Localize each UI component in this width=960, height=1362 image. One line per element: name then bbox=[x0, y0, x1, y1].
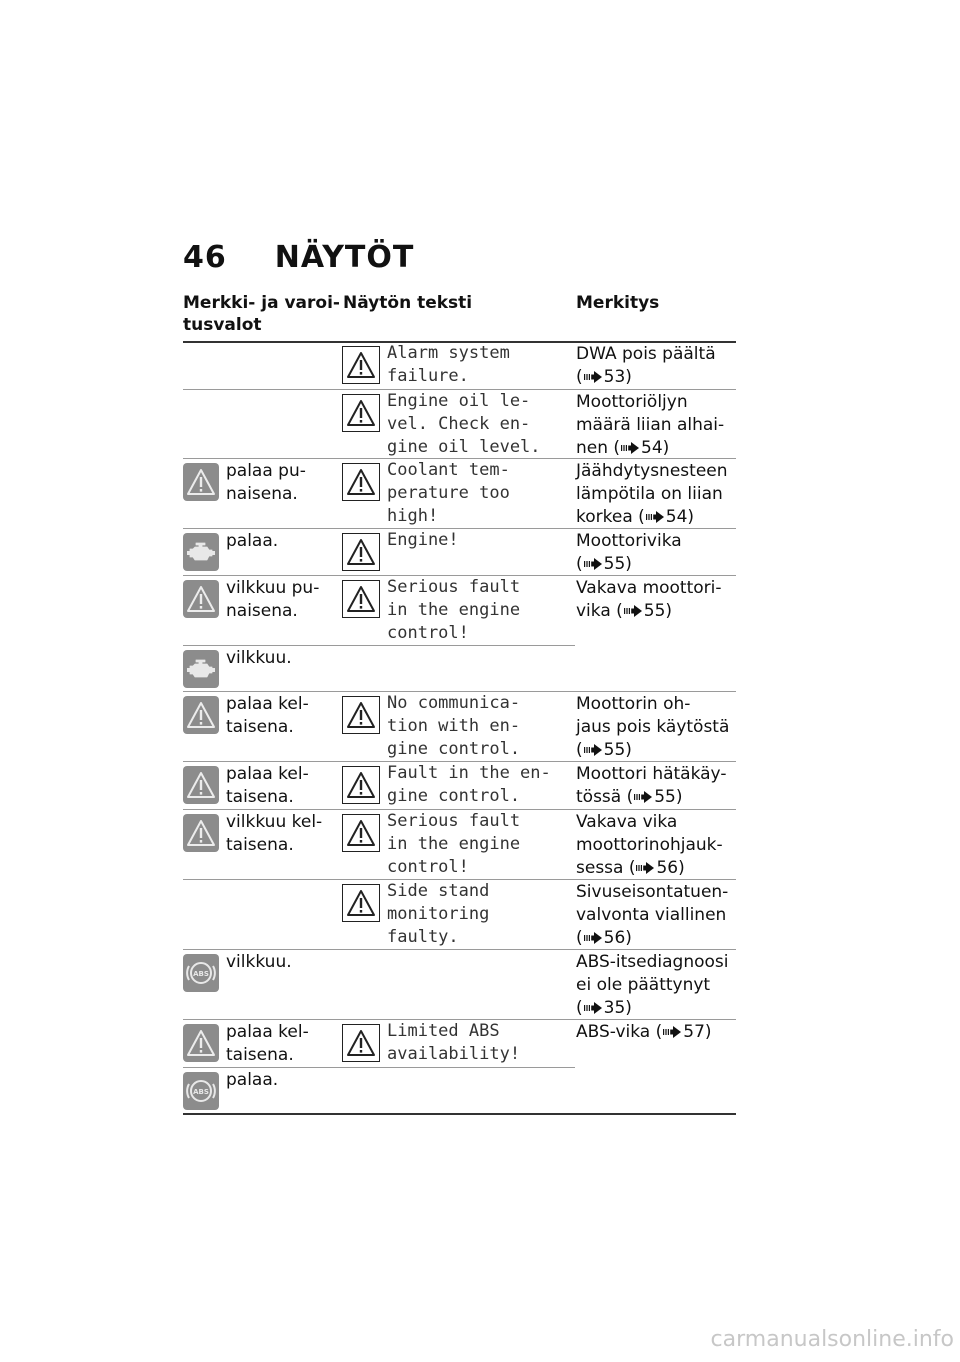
display-warning-icon bbox=[342, 814, 380, 852]
display-warning-icon bbox=[342, 463, 380, 501]
page-reference-arrow-icon bbox=[583, 367, 604, 387]
warning-light-icon bbox=[183, 696, 219, 734]
page-header bbox=[183, 240, 414, 280]
row-separator bbox=[183, 949, 736, 950]
display-message-text: Side stand monitoring faulty. bbox=[387, 881, 490, 947]
abs-icon bbox=[183, 954, 219, 992]
display-message-text: No communica- tion with en- gine control. bbox=[387, 693, 521, 759]
engine-icon bbox=[183, 533, 219, 571]
display-warning-icon bbox=[342, 580, 380, 618]
svg-text:ABS: ABS bbox=[193, 1088, 209, 1096]
display-message-text: Serious fault in the engine control! bbox=[387, 811, 521, 877]
display-warning-icon bbox=[342, 766, 380, 804]
warning-light-icon bbox=[183, 766, 219, 804]
page-reference-link[interactable]: 54) bbox=[665, 507, 695, 527]
display-warning-icon bbox=[342, 394, 380, 432]
page-reference-link[interactable]: 56) bbox=[603, 928, 632, 948]
column-header-indicator: Merkki- ja varoi- tusvalot bbox=[183, 293, 340, 335]
meaning-text bbox=[576, 460, 728, 529]
row-separator bbox=[183, 528, 736, 529]
meaning-text bbox=[576, 811, 723, 880]
display-message-text: Coolant tem- perature too high! bbox=[387, 460, 510, 526]
meaning-description: Moottori hätäkäy- tössä ( bbox=[576, 764, 727, 807]
display-message-text: Fault in the en- gine control. bbox=[387, 763, 551, 806]
indicator-status-text: palaa kel- taisena. bbox=[226, 764, 309, 807]
display-message-text: Engine oil le- vel. Check en- gine oil level. bbox=[387, 391, 541, 457]
page-reference-arrow-icon bbox=[633, 787, 654, 807]
display-message-text: Engine! bbox=[387, 530, 459, 550]
meaning-text bbox=[576, 343, 716, 389]
meaning-description: Vakava vika moottorinohjauk- sessa ( bbox=[576, 812, 723, 878]
meaning-text bbox=[576, 1021, 712, 1044]
page-reference-arrow-icon bbox=[583, 998, 604, 1018]
display-message-text: Serious fault in the engine control! bbox=[387, 577, 521, 643]
meaning-text bbox=[576, 693, 729, 762]
meaning-description: ABS-vika ( bbox=[576, 1022, 663, 1042]
page-reference-arrow-icon bbox=[583, 740, 604, 760]
engine-icon bbox=[183, 650, 219, 688]
row-separator bbox=[183, 1067, 575, 1068]
page-reference-link[interactable]: 55) bbox=[643, 601, 673, 621]
table-bottom-rule bbox=[183, 1113, 736, 1115]
meaning-description: Vakava moottori- vika ( bbox=[576, 578, 722, 621]
indicator-status-text: palaa kel- taisena. bbox=[226, 1022, 309, 1065]
page-reference-arrow-icon bbox=[635, 858, 656, 878]
page-reference-arrow-icon bbox=[645, 507, 666, 527]
page-reference-link[interactable]: 55) bbox=[603, 554, 632, 574]
page-reference-arrow-icon bbox=[620, 438, 641, 458]
indicator-status-text: vilkkuu. bbox=[226, 952, 292, 972]
meaning-description: Jäähdytysnesteen lämpötila on liian korkea ( bbox=[576, 461, 728, 527]
page-reference-link[interactable]: 35) bbox=[603, 998, 632, 1018]
page-reference-link[interactable]: 55) bbox=[654, 787, 683, 807]
page-reference-arrow-icon bbox=[662, 1022, 683, 1042]
table-header bbox=[183, 292, 736, 340]
warning-light-icon bbox=[183, 814, 219, 852]
display-warning-icon bbox=[342, 696, 380, 734]
row-separator bbox=[183, 645, 575, 646]
warning-light-icon bbox=[183, 463, 219, 501]
meaning-text bbox=[576, 881, 728, 950]
display-message-text: Alarm system failure. bbox=[387, 343, 510, 386]
indicator-status-text: palaa. bbox=[226, 1070, 279, 1090]
indicator-status-text: palaa pu- naisena. bbox=[226, 461, 306, 504]
meaning-text bbox=[576, 391, 724, 460]
display-warning-icon bbox=[342, 346, 380, 384]
column-header-meaning: Merkitys bbox=[576, 293, 660, 313]
warning-light-icon bbox=[183, 580, 219, 618]
display-warning-icon bbox=[342, 1024, 380, 1062]
indicator-status-text: vilkkuu. bbox=[226, 648, 292, 668]
meaning-description: ABS-itsediagnoosi ei ole päättynyt ( bbox=[576, 952, 729, 1018]
meaning-text bbox=[576, 530, 682, 576]
watermark: carmanualsonline.info bbox=[710, 1327, 954, 1352]
warning-light-icon bbox=[183, 1024, 219, 1062]
meaning-text bbox=[576, 577, 722, 623]
meaning-description: Moottoriöljyn määrä liian alhai- nen ( bbox=[576, 392, 725, 458]
page-reference-arrow-icon bbox=[623, 601, 644, 621]
meaning-description: Moottorin oh- jaus pois käytöstä ( bbox=[576, 694, 730, 760]
page-reference-link[interactable]: 53) bbox=[603, 367, 632, 387]
page-reference-link[interactable]: 54) bbox=[641, 438, 670, 458]
page-reference-arrow-icon bbox=[583, 928, 604, 948]
section-title: NÄYTÖT bbox=[274, 240, 415, 275]
page-number: 46 bbox=[183, 240, 227, 275]
meaning-description: Moottorivika ( bbox=[576, 531, 682, 574]
page-reference-arrow-icon bbox=[583, 554, 604, 574]
page-reference-link[interactable]: 55) bbox=[603, 740, 632, 760]
svg-text:ABS: ABS bbox=[193, 970, 209, 978]
page-reference-link[interactable]: 57) bbox=[683, 1022, 712, 1042]
display-message-text: Limited ABS availability! bbox=[387, 1021, 521, 1064]
abs-icon bbox=[183, 1072, 219, 1110]
page-reference-link[interactable]: 56) bbox=[656, 858, 685, 878]
meaning-text bbox=[576, 951, 729, 1020]
display-warning-icon bbox=[342, 884, 380, 922]
indicator-status-text: palaa kel- taisena. bbox=[226, 694, 309, 737]
indicator-status-text: vilkkuu kel- taisena. bbox=[226, 812, 323, 855]
meaning-description: DWA pois päältä ( bbox=[576, 344, 716, 387]
indicator-status-text: palaa. bbox=[226, 531, 279, 551]
column-header-display: Näytön teksti bbox=[343, 293, 473, 313]
display-warning-icon bbox=[342, 533, 380, 571]
meaning-description: Sivuseisontatuen- valvonta viallinen ( bbox=[576, 882, 729, 948]
meaning-text bbox=[576, 763, 726, 809]
indicator-status-text: vilkkuu pu- naisena. bbox=[226, 578, 320, 621]
